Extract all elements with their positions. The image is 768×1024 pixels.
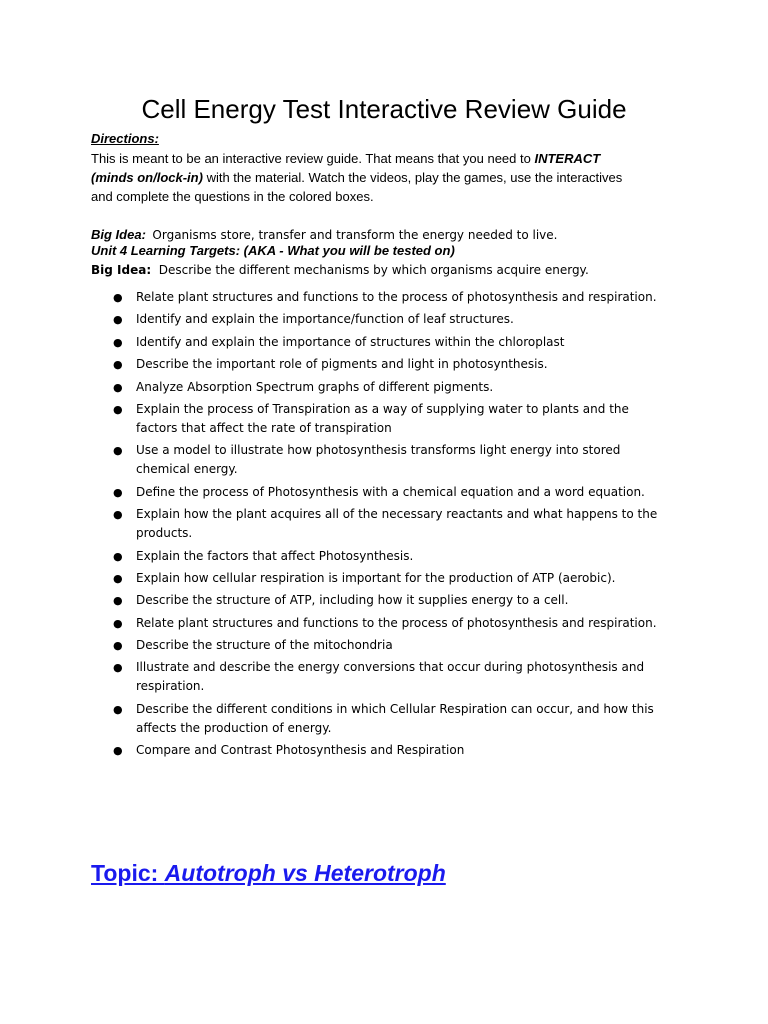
- learning-targets-list: [108, 288, 668, 764]
- bullet-icon: ●: [113, 508, 123, 522]
- bullet-icon: ●: [113, 639, 123, 653]
- topic-prefix: Topic:: [91, 860, 165, 886]
- learning-target-item: [108, 700, 668, 738]
- learning-target-item: [108, 333, 668, 352]
- big-idea-text: Organisms store, transfer and transform the energy needed to live.: [152, 228, 558, 242]
- learning-target-text: Describe the structure of ATP, including how it supplies energy to a cell.: [136, 593, 569, 608]
- learning-target-item: [108, 355, 668, 374]
- learning-target-text: Analyze Absorption Spectrum graphs of different pigments.: [136, 379, 494, 394]
- page-title: Cell Energy Test Interactive Review Guide: [141, 94, 627, 124]
- learning-target-item: [108, 310, 668, 329]
- learning-target-item: [108, 741, 668, 760]
- learning-target-text: Compare and Contrast Photosynthesis and Respiration: [136, 743, 465, 758]
- bullet-icon: ●: [113, 485, 123, 499]
- learning-target-text: Explain the process of Transpiration as a way of supplying water to plants and the factors that affect the rate of transpiration: [136, 401, 629, 435]
- bullet-icon: ●: [113, 661, 123, 675]
- bullet-icon: ●: [113, 702, 123, 716]
- learning-target-text: Explain how the plant acquires all of the necessary reactants and what happens to the products.: [136, 507, 658, 541]
- bullet-icon: ●: [113, 358, 123, 372]
- learning-target-text: Define the process of Photosynthesis with a chemical equation and a word equation.: [136, 484, 645, 499]
- learning-target-text: Describe the important role of pigments and light in photosynthesis.: [136, 357, 548, 372]
- learning-target-text: Identify and explain the importance/function of leaf structures.: [136, 312, 514, 327]
- learning-target-text: Relate plant structures and functions to the process of photosynthesis and respiration.: [136, 290, 657, 304]
- big-idea-statement: [91, 225, 557, 245]
- big-idea-label: Big Idea:: [91, 227, 146, 242]
- bullet-icon: ●: [113, 380, 123, 394]
- learning-target-item: [108, 614, 668, 633]
- learning-targets-heading: Unit 4 Learning Targets: (AKA - What you will be tested on): [91, 243, 455, 258]
- learning-target-text: Explain how cellular respiration is important for the production of ATP (aerobic).: [136, 570, 616, 585]
- directions-line-3: and complete the questions in the colored boxes.: [91, 189, 374, 204]
- bullet-icon: ●: [113, 549, 123, 563]
- learning-target-text: Illustrate and describe the energy conversions that occur during photosynthesis and respiration.: [136, 660, 645, 694]
- bullet-icon: ●: [113, 313, 123, 327]
- big-idea-mechanisms: [91, 263, 589, 277]
- learning-target-text: Describe the structure of the mitochondria: [136, 638, 393, 653]
- bullet-icon: ●: [113, 335, 123, 349]
- big-idea-2-text: Describe the different mechanisms by which organisms acquire energy.: [158, 263, 589, 277]
- learning-target-text: Use a model to illustrate how photosynthesis transforms light energy into stored chemical energy.: [136, 443, 621, 477]
- directions-text: [91, 149, 671, 206]
- learning-target-text: Explain the factors that affect Photosynthesis.: [136, 548, 414, 563]
- learning-target-item: [108, 483, 668, 502]
- directions-label: Directions:: [91, 131, 159, 146]
- bullet-icon: ●: [113, 291, 123, 304]
- topic-link[interactable]: [91, 860, 446, 887]
- learning-target-item: [108, 288, 668, 307]
- learning-target-item: [108, 441, 668, 479]
- learning-target-item: [108, 378, 668, 397]
- learning-target-text: Identify and explain the importance of structures within the chloroplast: [136, 334, 565, 349]
- directions-line-1-text: This is meant to be an interactive review guide. That means that you need to: [91, 151, 535, 166]
- directions-line-2: [91, 168, 671, 187]
- learning-target-item: [108, 591, 668, 610]
- learning-target-item: [108, 569, 668, 588]
- directions-line-2-text: with the material. Watch the videos, play the games, use the interactives: [202, 170, 623, 185]
- learning-target-item: [108, 658, 668, 696]
- bullet-icon: ●: [113, 744, 123, 758]
- learning-target-item: [108, 547, 668, 566]
- directions-line-1: [91, 149, 671, 168]
- big-idea-2-label: Big Idea:: [91, 263, 152, 277]
- minds-on-emphasis: (minds on/lock-in): [91, 170, 203, 185]
- interact-emphasis: INTERACT: [534, 151, 601, 166]
- learning-target-text: Relate plant structures and functions to the process of photosynthesis and respiration.: [136, 615, 657, 630]
- bullet-icon: ●: [113, 594, 123, 608]
- learning-target-item: [108, 400, 668, 438]
- topic-title: Autotroph vs Heterotroph: [164, 860, 446, 886]
- learning-target-item: [108, 505, 668, 543]
- bullet-icon: ●: [113, 616, 123, 630]
- bullet-icon: ●: [113, 571, 123, 585]
- learning-target-text: Describe the different conditions in which Cellular Respiration can occur, and how this affects the production of energy.: [136, 701, 654, 735]
- bullet-icon: ●: [113, 444, 123, 458]
- bullet-icon: ●: [113, 402, 123, 416]
- learning-target-item: [108, 636, 668, 655]
